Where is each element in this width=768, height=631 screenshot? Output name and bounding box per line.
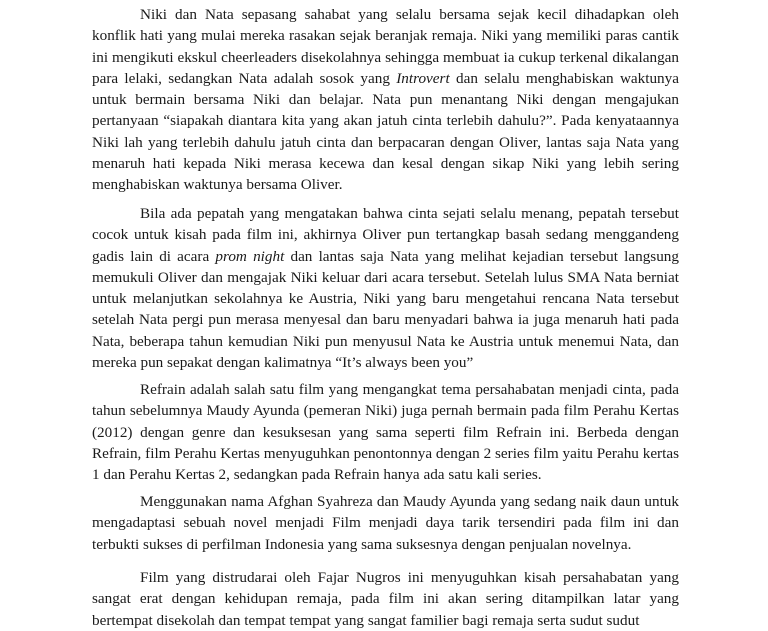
paragraph-5: Film yang distrudarai oleh Fajar Nugros ini menyuguhkan kisah persahabatan yang sangat erat dengan kehidupan remaja, pada film ini akan sering ditampilkan latar yang bertempat disekolah dan tempat tempat yang sangat familier bagi remaja serta sudut sudut xyxy=(92,569,679,629)
paragraph-2-text-a: Bila ada pepatah yang mengatakan bahwa cinta sejati selalu menang, pepatah tersebut cocok untuk kisah pada film ini, akhirnya Oliver pun tertangkap basah sedang menggandeng gadis lain di acara xyxy=(92,205,679,265)
paragraph-1-text-a: Niki dan Nata sepasang sahabat yang selalu bersama sejak kecil dihadapkan oleh konflik hati yang mulai mereka rasakan sejak beranjak remaja. Niki yang memiliki paras cantik ini mengikuti ekskul cheerleaders disekolahnya sehingga membuat ia cukup terkenal dikalangan para lelaki, sedangkan Nata adalah sosok yang xyxy=(92,6,679,87)
paragraph-4: Menggunakan nama Afghan Syahreza dan Maudy Ayunda yang sedang naik daun untuk mengadaptasi sebuah novel menjadi Film menjadi daya tarik tersendiri pada film ini dan terbukti sukses di perfilman Indonesia yang sama suksesnya dengan penjualan novelnya. xyxy=(92,493,679,553)
paragraph-1-italic-term: Introvert xyxy=(396,69,450,87)
paragraph-2 xyxy=(92,203,679,373)
paragraph-2-text-b: dan lantas saja Nata yang melihat kejadian tersebut langsung memukuli Oliver dan mengajak Niki keluar dari acara tersebut. Setelah lulus SMA Nata berniat untuk melanjutkan sekolahnya ke Austria, Niki yang baru mengetahui rencana Nata tersebut setelah Nata pergi pun merasa menyesal dan baru menyadari bahwa ia juga menaruh hati pada Nata, beberapa tahun kemudian Niki pun menyusul Nata ke Austria untuk menemui Nata, dan mereka pun sepakat dengan kalimatnya “It’s always been you” xyxy=(92,247,679,372)
paragraph-1-text-b: dan selalu menghabiskan waktunya untuk bermain bersama Niki dan belajar. Nata pun menantang Niki dengan mengajukan pertanyaan “siapakah diantara kita yang akan jatuh cinta terlebih dahulu?”. Pada kenyataannya Niki lah yang terlebih dahulu jatuh cinta dan berpacaran dengan Oliver, lantas saja Nata yang menaruh hati kepada Niki merasa kecewa dan kesal dengan sikap Niki yang lebih sering menghabiskan waktunya bersama Oliver. xyxy=(92,69,679,194)
paragraph-1 xyxy=(92,4,679,196)
paragraph-3: Refrain adalah salah satu film yang mengangkat tema persahabatan menjadi cinta, pada tahun sebelumnya Maudy Ayunda (pemeran Niki) juga pernah bermain pada film Perahu Kertas (2012) dengan genre dan kesuksesan yang sama seperti film Refrain ini. Berbeda dengan Refrain, film Perahu Kertas menyuguhkan penontonnya dengan 2 series film yaitu Perahu kertas 1 dan Perahu Kertas 2, sedangkan pada Refrain hanya ada satu kali series. xyxy=(92,381,679,484)
paragraph-2-italic-term: prom night xyxy=(215,247,285,265)
